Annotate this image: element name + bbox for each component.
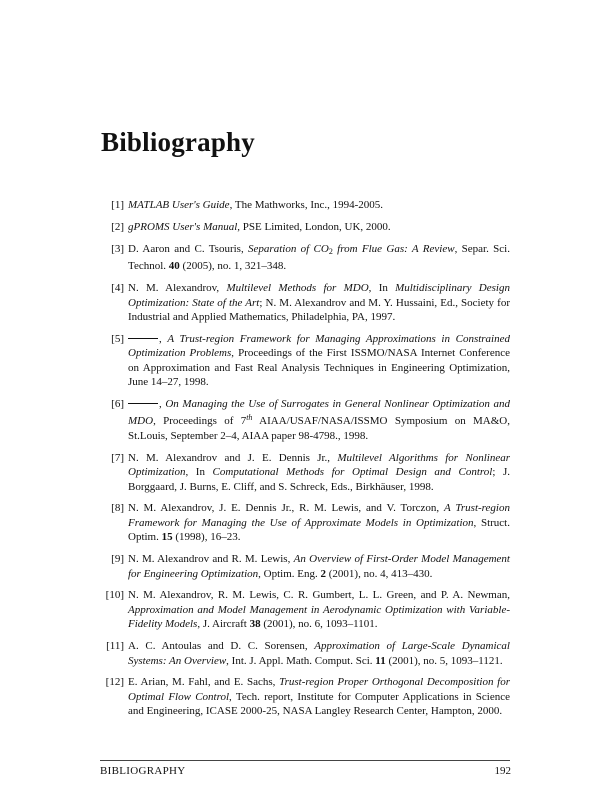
bibliography-entry [100, 242, 510, 274]
entry-label: [4] [111, 282, 124, 295]
entry-segment: , In [185, 466, 213, 479]
page-number: 192 [494, 765, 511, 777]
entry-segment: N. M. Alexandrov, R. M. Lewis, C. R. Gumbert, L. L. Green, and P. A. Newman, [128, 589, 510, 602]
entry-segment: , Proceedings of 7 [153, 415, 247, 428]
entry-segment: 40 [168, 260, 180, 273]
entry-label: [7] [111, 451, 124, 464]
repeated-author-dash [128, 338, 158, 339]
bibliography-entry [100, 198, 510, 212]
entry-segment: (2001), no. 6, 1093–1101. [260, 618, 378, 631]
entry-segment: Approximation and Model Management in Aerodynamic Optimization with Variable-Fidelity Models [128, 603, 510, 631]
entry-segment: , Struct. Optim. [128, 516, 510, 544]
entry-text [128, 242, 510, 274]
entry-segment: A Trust-region Framework for Managing the Use of Approximate Models in Optimization [128, 502, 510, 529]
entry-segment: (2001), no. 5, 1093–1121. [385, 654, 503, 667]
entry-text [128, 220, 510, 234]
entry-text [128, 198, 510, 212]
entry-segment: 15 [161, 531, 173, 544]
entry-segment: ; J. Borggaard, J. Burns, E. Cliff, and S. Schreck, Eds., Birkhäuser, 1998. [128, 466, 511, 493]
bibliography-list [100, 198, 510, 726]
entry-segment: 2 [320, 567, 327, 580]
entry-segment: Approximation of Large-Scale Dynamical Systems: An Overview [128, 640, 510, 667]
entry-segment: gPROMS User's Manual [128, 220, 238, 233]
entry-label: [9] [111, 553, 124, 566]
entry-segment: N. M. Alexandrov and J. E. Dennis Jr., [128, 451, 338, 464]
entry-segment: Multidisciplinary Design Optimization: State of the Art [128, 282, 510, 309]
bibliography-entry [100, 451, 510, 494]
entry-label: [1] [111, 199, 124, 211]
entry-text [128, 639, 510, 668]
entry-segment: , J. Aircraft [197, 618, 250, 631]
entry-text [128, 451, 510, 494]
entry-segment: (2001), no. 4, 413–430. [326, 567, 433, 580]
entry-segment: 11 [375, 654, 386, 667]
entry-text [128, 397, 510, 443]
bibliography-entry [100, 675, 510, 718]
entry-text [128, 332, 510, 390]
entry-segment: , Tech. report, Institute for Computer Applications in Science and Engineering, ICASE 2000-25, NASA Langley Research Center, Hampton, 2000. [128, 690, 510, 718]
bibliography-entry [100, 220, 510, 234]
entry-label: [2] [111, 220, 124, 233]
entry-segment: On Managing the Use of Surrogates in General Nonlinear Optimization and MDO [128, 397, 510, 428]
bibliography-entry [100, 552, 510, 581]
entry-label: [5] [111, 332, 124, 345]
bibliography-entry [100, 588, 510, 631]
entry-segment: (1998), 16–23. [172, 531, 241, 544]
entry-text [128, 588, 510, 631]
repeated-author-dash [128, 403, 158, 404]
footer-divider [100, 760, 510, 761]
entry-segment: , Separ. Sci. Technol. [128, 242, 510, 273]
entry-segment: , The Mathworks, Inc., 1994-2005. [229, 199, 384, 211]
entry-segment: 2 [328, 246, 333, 256]
entry-label: [3] [111, 242, 124, 255]
entry-segment: E. Arian, M. Fahl, and E. Sachs, [128, 676, 280, 689]
page-title: Bibliography [101, 127, 255, 157]
entry-segment: , [159, 397, 166, 410]
entry-segment: Multilevel Methods for MDO [226, 282, 369, 295]
bibliography-entry [100, 397, 510, 443]
entry-segment: An Overview of First-Order Model Management for Engineering Optimization [128, 553, 510, 580]
bibliography-entry [100, 501, 510, 544]
entry-segment: , In [368, 282, 396, 295]
entry-label: [11] [106, 640, 124, 653]
entry-segment: , Proceedings of the First ISSMO/NASA Internet Conference on Approximation and Fast Real Analysis Techniques in Engineering Optimization, June 14–27, 1998. [128, 347, 510, 389]
entry-label: [8] [111, 502, 124, 515]
entry-segment: N. M. Alexandrov, [128, 282, 227, 295]
entry-segment: , Int. J. Appl. Math. Comput. Sci. [226, 654, 376, 667]
entry-label: [6] [111, 397, 124, 410]
entry-segment: , PSE Limited, London, UK, 2000. [237, 220, 391, 233]
entry-segment: Multilevel Algorithms for Nonlinear Optimization [128, 451, 511, 479]
entry-text [128, 552, 510, 581]
entry-segment: ; N. M. Alexandrov and M. Y. Hussaini, Ed., Society for Industrial and Applied Mathematics, Philadelphia, PA, 1997. [128, 296, 510, 323]
entry-segment: , [159, 332, 168, 345]
bibliography-entry [100, 332, 510, 390]
entry-segment: th [246, 413, 253, 423]
entry-segment: Trust-region Proper Orthogonal Decomposition for Optimal Flow Control [128, 676, 510, 703]
entry-segment: , Optim. Eng. [258, 567, 321, 580]
running-footer: BIBLIOGRAPHY [100, 765, 186, 777]
bibliography-entry [100, 281, 510, 324]
entry-segment: A Trust-region Framework for Managing Approximations in Constrained Optimization Problems [128, 332, 510, 360]
entry-label: [10] [105, 589, 124, 602]
entry-segment: AIAA/USAF/NASA/ISSMO Symposium on MA&O, St.Louis, September 2–4, AIAA paper 98-4798., 1998. [128, 415, 510, 442]
entry-segment: MATLAB User's Guide [128, 199, 230, 211]
entry-segment: 38 [249, 618, 261, 631]
entry-text [128, 281, 510, 324]
entry-segment: Computational Methods for Optimal Design and Control [212, 466, 493, 479]
entry-segment: N. M. Alexandrov, J. E. Dennis Jr., R. M. Lewis, and V. Torczon, [128, 502, 444, 515]
entry-segment: Separation of CO [248, 242, 329, 255]
entry-segment: D. Aaron and C. Tsouris, [128, 242, 249, 255]
entry-text [128, 675, 510, 718]
entry-segment: A. C. Antoulas and D. C. Sorensen, [128, 640, 315, 653]
entry-segment: from Flue Gas: A Review [332, 242, 455, 255]
entry-text [128, 501, 510, 544]
entry-label: [12] [105, 676, 124, 689]
bibliography-entry [100, 639, 510, 668]
entry-segment: (2005), no. 1, 321–348. [179, 260, 287, 273]
entry-segment: N. M. Alexandrov and R. M. Lewis, [128, 553, 294, 566]
